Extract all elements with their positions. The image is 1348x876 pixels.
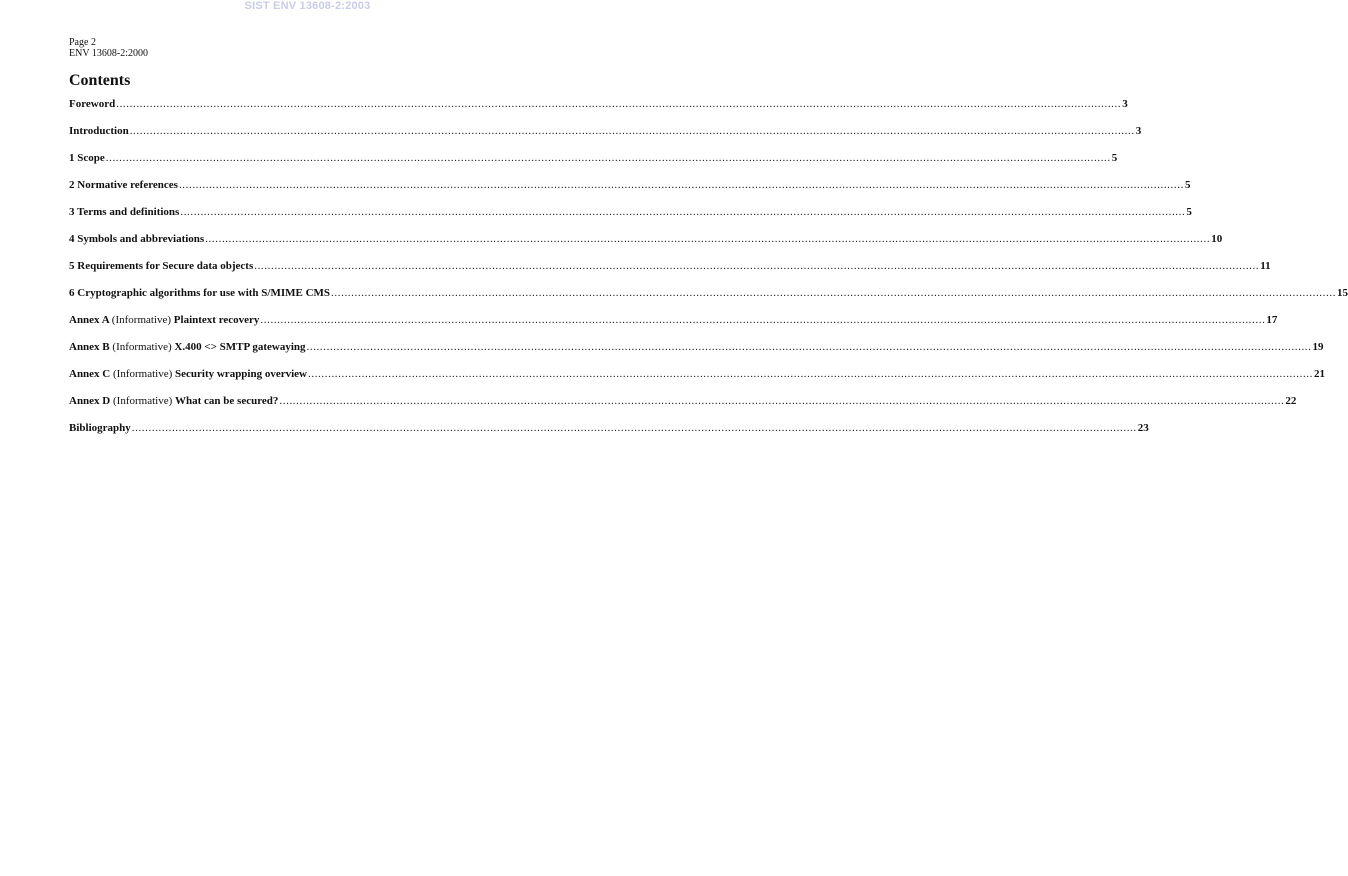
- page-title: Contents: [69, 72, 131, 89]
- toc-entry[interactable]: [69, 258, 1271, 285]
- toc-entry-title: X.400 <> SMTP gatewaying: [174, 341, 306, 353]
- toc-entry-title: 6 Cryptographic algorithms for use with S/MIME CMS: [69, 287, 331, 299]
- toc-entry-title: 3 Terms and definitions: [69, 206, 180, 218]
- toc-page-number: 5: [1111, 152, 1118, 164]
- toc-leader-dots: ............................................................................................................................................................................................................................................................................................................: [129, 125, 1135, 137]
- toc-leader-dots: ............................................................................................................................................................................................................................................................................................................: [254, 260, 1260, 272]
- toc-page-number: 17: [1266, 314, 1278, 326]
- toc-page-number: 21: [1314, 368, 1325, 380]
- toc-entry-label: [69, 150, 105, 167]
- toc-entry[interactable]: [69, 339, 1324, 366]
- toc-annex-prefix: Annex A: [69, 314, 112, 326]
- toc-entry-title: 2 Normative references: [69, 179, 178, 191]
- toc-page-number: 22: [1285, 395, 1297, 407]
- toc-leader-dots: ............................................................................................................................................................................................................................................................................................................: [178, 179, 1184, 191]
- toc-entry-label: [69, 177, 178, 194]
- toc-entry[interactable]: [69, 96, 1128, 123]
- watermark: SIST ENV 13608-2:2003: [244, 0, 371, 12]
- toc-page-number: 3: [1122, 98, 1128, 110]
- toc-leader-dots: ............................................................................................................................................................................................................................................................................................................: [116, 98, 1122, 110]
- toc-entry[interactable]: [69, 204, 1192, 231]
- toc-entry-title: 1 Scope: [69, 152, 105, 164]
- toc-entry-title: Security wrapping overview: [175, 368, 307, 380]
- toc-page-number: 15: [1337, 287, 1348, 299]
- toc-entry[interactable]: [69, 285, 1348, 312]
- toc-entry[interactable]: [69, 123, 1142, 150]
- toc-entry-title: Foreword: [69, 98, 116, 110]
- toc-leader-dots: ............................................................................................................................................................................................................................................................................................................: [279, 395, 1285, 407]
- toc-entry-label: [69, 339, 306, 356]
- toc-entry-label: [69, 312, 259, 329]
- toc-entry[interactable]: [69, 177, 1191, 204]
- toc-entry-label: [69, 123, 129, 140]
- toc-entry[interactable]: [69, 150, 1118, 177]
- toc-leader-dots: ............................................................................................................................................................................................................................................................................................................: [131, 422, 1137, 434]
- toc-entry-label: [69, 204, 179, 221]
- toc-page-number: 5: [1184, 179, 1191, 191]
- toc-entry[interactable]: [69, 420, 1149, 447]
- toc-annex-prefix: Annex D: [69, 395, 114, 407]
- toc-entry-label: [69, 231, 204, 248]
- toc-page-number: 3: [1135, 125, 1142, 137]
- toc-annex-type: (Informative): [113, 395, 176, 407]
- toc-entry-label: [69, 393, 278, 410]
- toc-annex-type: (Informative): [111, 314, 174, 326]
- toc-entry-title: 4 Symbols and abbreviations: [69, 233, 205, 245]
- toc-entry-title: Introduction: [69, 125, 129, 137]
- toc-annex-prefix: Annex B: [69, 341, 113, 353]
- toc-page-number: 19: [1312, 341, 1324, 353]
- toc-entry-title: Plaintext recovery: [173, 314, 260, 326]
- toc-entry-title: Bibliography: [69, 422, 131, 434]
- table-of-contents: [69, 96, 1348, 447]
- toc-leader-dots: ............................................................................................................................................................................................................................................................................................................: [308, 368, 1313, 380]
- toc-entry-title: 5 Requirements for Secure data objects: [69, 260, 254, 272]
- toc-leader-dots: ............................................................................................................................................................................................................................................................................................................: [180, 206, 1186, 218]
- toc-leader-dots: ............................................................................................................................................................................................................................................................................................................: [205, 233, 1211, 245]
- toc-page-number: 10: [1211, 233, 1223, 245]
- toc-leader-dots: ............................................................................................................................................................................................................................................................................................................: [331, 287, 1337, 299]
- toc-leader-dots: ............................................................................................................................................................................................................................................................................................................: [306, 341, 1312, 353]
- toc-entry[interactable]: [69, 312, 1278, 339]
- toc-annex-type: (Informative): [112, 341, 175, 353]
- toc-leader-dots: ............................................................................................................................................................................................................................................................................................................: [260, 314, 1266, 326]
- toc-page-number: 23: [1137, 422, 1149, 434]
- toc-entry-label: [69, 366, 307, 383]
- toc-entry[interactable]: [69, 393, 1297, 420]
- toc-annex-type: (Informative): [113, 368, 176, 380]
- page-header: [69, 37, 148, 59]
- document-id: ENV 13608-2:2000: [69, 48, 148, 59]
- toc-annex-prefix: Annex C: [69, 368, 114, 380]
- toc-page-number: 5: [1186, 206, 1192, 218]
- toc-entry-label: [69, 420, 131, 437]
- toc-page-number: 11: [1260, 260, 1271, 272]
- toc-entry-label: [69, 96, 115, 113]
- toc-entry-title: What can be secured?: [175, 395, 279, 407]
- toc-entry-label: [69, 285, 330, 302]
- toc-leader-dots: ............................................................................................................................................................................................................................................................................................................: [105, 152, 1111, 164]
- toc-entry[interactable]: [69, 366, 1325, 393]
- toc-entry[interactable]: [69, 231, 1223, 258]
- toc-entry-label: [69, 258, 253, 275]
- page-number: Page 2: [69, 37, 96, 48]
